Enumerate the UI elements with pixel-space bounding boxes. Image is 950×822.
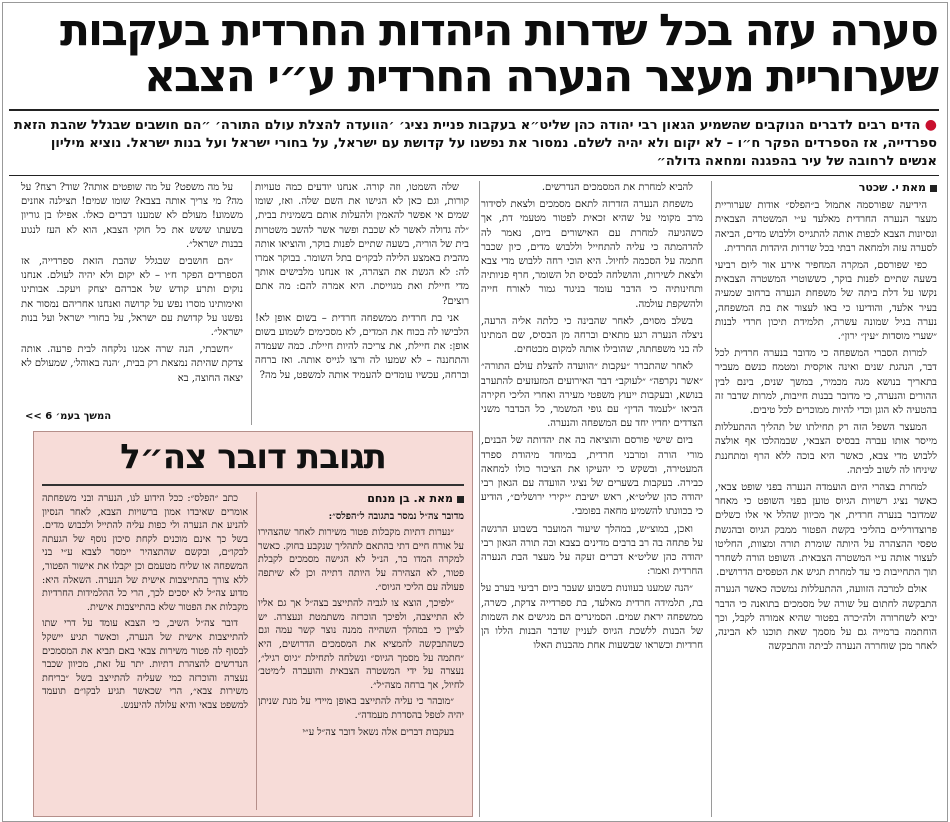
headline-line-1: סערה עזה בכל שדרות היהדות החרדית בעקבות [59, 5, 937, 56]
paragraph: על מה משפט? על מה שופטים אותה? שוד? רצח? על מה? מי צריך אותה בצבא? שומו שמים! תצילנה אוזנים משמוע! מעולם לא שמענו דברים כאלו. אפילו בן גוריון בשעתו ששש את כל חוקי הצבא, הוא לא העז לנגוע בבנות ישראל״. [21, 182, 243, 250]
paragraph: ״הם חושבים שבגלל שהבת הזאת ספרדייה, אז הספרדים הפקר ח״ו – לא יקום ולא יהיה לעולם. אנחנו נוקים ותרע קודש של אברהם יצחק ויעקב. אבותינו ואימותינו מסרו נפש על קדושה ואנחנו אחריהם נמסור את נפשנו על קדושת עם ישראל, על בחורי ישראל ועל בנות ישראל״. [21, 256, 243, 339]
paragraph: בעקבות דברים אלה נשאל דובר צה״ל ע״י [302, 726, 454, 738]
box-column-divider [256, 492, 257, 810]
paragraph: שלה השמטו, וזה קורה. אנחנו יודעים כמה טעויות קורות, וגם כאן לא הגישו את השם שלה. ואז, שומו שמים אי אפשר להאמין ולהעלות אותם בשמינית בבית, ״לה גדולה לאשר לא שכבת ופשר אשר להשב משטרות בית של הוריה, בשעה שתיים לפנות בוקר, והוציאו אותה מהבית באמצע הלילה לבקו״ם בתל השומר. בבוקר אמרו לה: לא הגשת את הצהרה, אז אנחנו מלבישים אותך מדי חיילת ואת מגוייסת. היא אמרה להם: מה אתם רוצים? [255, 182, 469, 307]
paragraph: כתב ״הפלס״: ככל הידוע לנו, הנערה ובני משפחתה אומרים שאיבדו אמון ברשויות הצבא, לאחר הנסיון להניע את הנערה ולי כפות עליה להתייל ולכבוש מדים. בשל כך אינם מוכנים לקחת סיכון נוסף של הגעתה לבקו״ם, ובקשם שהתצהיר יימסר לצבא ע״י בני המשפחה או שליח מטעמם וכן יקבלו את אישור הפטור, ללא צורך בהתייצבות אישית של הנערה. השאלה היא: מדוע צה״ל לא יסכים לכך, הרי כל ההלמידות החרדיות מקבלות את הפטור שלא בהתייצבות אישית. [42, 493, 248, 613]
lead-divider [9, 175, 939, 176]
article-column-1 [715, 181, 937, 817]
column-divider [251, 181, 252, 425]
paragraph: ״נערות דתיות מקבלות פטור משירות לאחר שהצהירו על אורח חיים דתי בהתאם לתהליך שנקבע בחוק. כאשר למקרה המדו בר, הנ״ל לא הגישה מסמכים לקבלת פטור, לא הצהירה על היותה דתייה וכן לא שיתפה פעולה עם הליכי הגיוס״. [258, 527, 464, 593]
box-column-2 [42, 492, 248, 810]
continued-note: << המשך בעמ׳ 6 [25, 411, 112, 422]
headline-divider [9, 109, 939, 111]
paragraph: לאחר שהתברר ״עקבות ״הוועדה להצלת עולם התורה״ ״אשר נקרפה״ ״לעוקב״ דבר האירועים המזעזעים להתערב בנושא, ובעקבות ייעוץ משפטי מעירה ואחרי הליכי חקירה הביאו ״לעמוד הדין״ עם גופי המשמר, כל הבדבר משני הצדדים יחדיו יחד עם המשפחה והנערה. [481, 361, 703, 430]
column-divider [711, 181, 712, 817]
paragraph: המעצר השפל הזה רק תחילתו של תהליך ההתעללות מייסר אותו עברה בבסיס הצבאי, שבמהלכו אף אולצה ללבוש מדי צבא, כאשר היא בוכה ללא הרף ומתחננת שיניחו לה לשוב לביתה. [715, 422, 937, 476]
lead-text: הדים רבים לדברים הנוקבים שהשמיע הגאון רבי יהודה כהן שליט״א בעקבות פניית נציג׳ ׳הוועדה להצלת עולם התורה׳ ״הם חושבים שבגלל שהבת הזאת ספרדייה, אז הספרדים הפקר ח״ו – לא יקום ולא יהיה לשלם. נמסור את נפשנו על קדושת עם ישראל, על בחורי ישראל ועל בנות ישראל. נוציא מיליון אנשים לרחובה של עיר בהפגנה ומחאה גדולה״ [13, 118, 937, 169]
box-column-1 [258, 492, 464, 810]
lead-paragraph [9, 116, 937, 171]
paragraph: ״מובהר כי עליה להתייצב באופן מיידי על מנת שניתן יהיה לטפל בהסדרת מעמדה״. [258, 696, 464, 721]
paragraph: בשלב מסוים, לאחר שהבינה כי כלתה אליה הרעה, ניצלה הנערה רגע מתאים וברחה מן הבסיס, שם המתינו לה בני משפחתה, שהובילו אותה למקום מבטחים. [481, 315, 703, 356]
box-byline: מאת א. בן מנחם [258, 492, 464, 506]
paragraph: הידיעה שפורסמה אתמול ב״הפלס״ אודות שערוריית מעצר הנערה החרדית מאלעד ע״י המשטרה הצבאית ונסיונות הצבא לכפות אותה להתגייס וללבוש מדים, הביאה לסערה עזה ולמחאה רבתי בכל שדרות היהדות החרדית. [715, 200, 937, 254]
paragraph: ואכן, במוצ״ש, במהלך שיעור המועבר בשבוע הרגשה על פתחה בה רב ברבים מדינים בצבא ובה תורה הגאון רבי יהודה כהן שליט״א דברים זעקה על מעצר הבת הנערה החרדית ואמר: [481, 523, 703, 578]
article-column-2 [481, 181, 703, 817]
paragraph: משפחת הנערה הזדרזה לתאם מסמכים ולצאת לסידור מרב מקומי על שהיא זכאית לפטור מטעמי דת, אך כשהגיעה למחרת עם האישורים ביום, נאמר לה להדהמתה כי עליה להתחייל וללבוש מדים, כיון שכבר חתמה על הסכמה לחיול. היא הוכי רחה ללבוש מדי צבא ולצאת לשירות, והושלחה לבסיס תל השומר, חרף פניותיה ותחינותיה כי הדבר עומד בניגוד גמור לאורח חייה ולהשקפת עולמה. [481, 199, 703, 310]
paragraph: למרות הסברי המשפחה כי מדובר בנערה חרדית לכל דבר, הנהגת שנים ואינה אוקסית ומטמח כנשם מעביר בתאריך בנושא מגה מכמיר, במשך שנים, בינם לבין ההורים והנערה, כי מדובר בבנות חייבות, למרות שדבר זה בהטעיה לא הוגן וכדי להיות ממוכרים לכל טיבים. [715, 348, 937, 417]
paragraph: אני בת חרדית ממשפחה חרדית – בשום אופן לא! הלבישו לה בכוח את המדים, לא מסכימים לשמוע בשום אופן: את חיילת, את צריכה להיות חיילת. כמה שעמדה והתחננה – לא שמעו לה ורצו לגייס אותה. ואז ברחה וברחה, עכשיו עומדים להעמיד אותה למשפט, על מה? [255, 312, 469, 381]
paragraph: אולם למרבה הזוועה, ההתעללות נמשכה כאשר הנערה התבקשה לחתום על שורה של מסמכים בתואנה כי הדבר יביא לשחרורה ולה״כרה בפטור שהיא אמורה לקבל, וכך הוחתמה ברמייה גם על מסמך שאת תוכנו לא הבינה, לאחר מכן שוחררה הנערה לביתה והתבקשה [715, 584, 937, 653]
paragraph: דובר צה״ל השיב, כי הצבא עומד על דרי שתו להתייצבות אישית של הנערה, וכאשר תגיע יישקל לבסוף לה פטור משירות צבאי באם תביא את המסמכים הנדרשים להצהרת דתיות. יתר על זאת, מכיוון שכבר נעצרה והוכרזה כמי שעליה להתייצב בשל ״בריחת משירות צבא״, הרי שכאשר תגיע לבקו״ם תועמד למשפט צבאי והיא עלולה להיענש. [42, 618, 248, 711]
idf-response-box [33, 431, 473, 817]
paragraph: למחרת בצהרי היום הועמדה הנערה בפני שופט צבאי, כאשר נציג רשויות הגיוס טוען בפני השופט כי מאחר שמדובר בנערה חרדית, אך מכיוון שהלל אי אלו כשלים פרוצדורליים בהליכי בקשת הפטור ממבק הגיוס ובהגשת טפסי ההצהרה על היותה שומרת תורה ומצוות, החליטו לעצור אותה ע״י המשטרה הצבאית. השופט הורה לשחרר תוך התחייבות כי עד למחרת תגיש את הטפסים הדרושים. [715, 482, 937, 579]
paragraph: ״הנה שמענו בעוונות בשבוע שעבר ביום רביעי בערב על בת, תלמידה חרדית מאלעד, בת ספרדייה צדקת, כשרה, ממשפחה יראת שמים. הסמינרים הם מגישים את השמות של הבנות ללשכת הגיוס לעניין שדבר הבנות הללו הן חרדיות וכשראו שבשעות אחת מהבנות האלו [481, 583, 703, 652]
paragraph: ״חשבתי, הנה שרה אמנו נלקחה לבית פרעה. אותה צדקת שהיתה נמצאת רק בבית, ׳הנה באוהל׳, שמעולם לא יצאה החוצה, בא [21, 344, 243, 384]
box-title: תגובת דובר צה״ל [120, 437, 386, 477]
paragraph: כפי שפורסם, המקרה המחפיר אירע אור ליום רביעי בשעה שתיים לפנות בוקר, כששוטרי המשטרה הצבאית נקשו על דלת ביתה של משפחת הנערה ברחוב שמעיה בעיר אלעד, והודיעו כי באו לעצור את בת המשפחה, נערה בגיל שמונה עשרה, תלמידת תיכון חרדי לבנות ״שערי מוסדות ״עין״ ירון״. [715, 260, 937, 343]
paragraph: להביא למחרת את המסמכים הנדרשים. [541, 182, 693, 193]
column-divider [479, 181, 480, 817]
paragraph: מדובר צה״ל נמסר בתגובה ל״הפלס״: [328, 510, 464, 522]
headline-line-2: שערוריית מעצר הנערה החרדית ע״י הצבא [143, 51, 937, 102]
paragraph: ביום שישי פורסם והוציאה בה את יהדותה של הבנים, מורי הורה ומרבני חרדית, במיוחד מיהודת ספרד המעטירה, ובשקש כי יהעיקו את הציבור כולו למחאה כבירה. בעקבות בשערים של נציגי הוועדה עם הגאון רבי יהודה כהן שליט״א, ראש ישיבת ״יקירי ירושלים״, הודיע כי בכוונתו להשמיע מחאה בפומבי. [481, 435, 703, 518]
article-column-4 [21, 181, 243, 409]
square-bullet-icon [457, 496, 464, 503]
square-bullet-icon [930, 185, 937, 192]
article-column-3 [255, 181, 469, 425]
box-divider [42, 484, 464, 486]
newspaper-page [2, 2, 948, 822]
red-bullet-icon: ● [924, 117, 937, 133]
byline: מאת י. שכטר [715, 181, 937, 195]
paragraph: ״לפיכך, הוצא צו לגביה להתייצב בצה״ל אך גם אליו לא התייצבה, ולפיכך הוכרזה משתמטת ונעצרה. יש לציין כי במהלך השהייה ממנה נוצר קשר עמה וגם כשהתבקשה להמציא את המסמכים הדרושים, היא ״חתמה על מסמך הגיוס״ ונשלחה לתחילת ״גיוס רגיל״, נעצרה על ידי המשטרה הצבאית והועברה ל׳מיטב׳ לחיול, אך ברחה מצה״ל״. [258, 598, 464, 691]
